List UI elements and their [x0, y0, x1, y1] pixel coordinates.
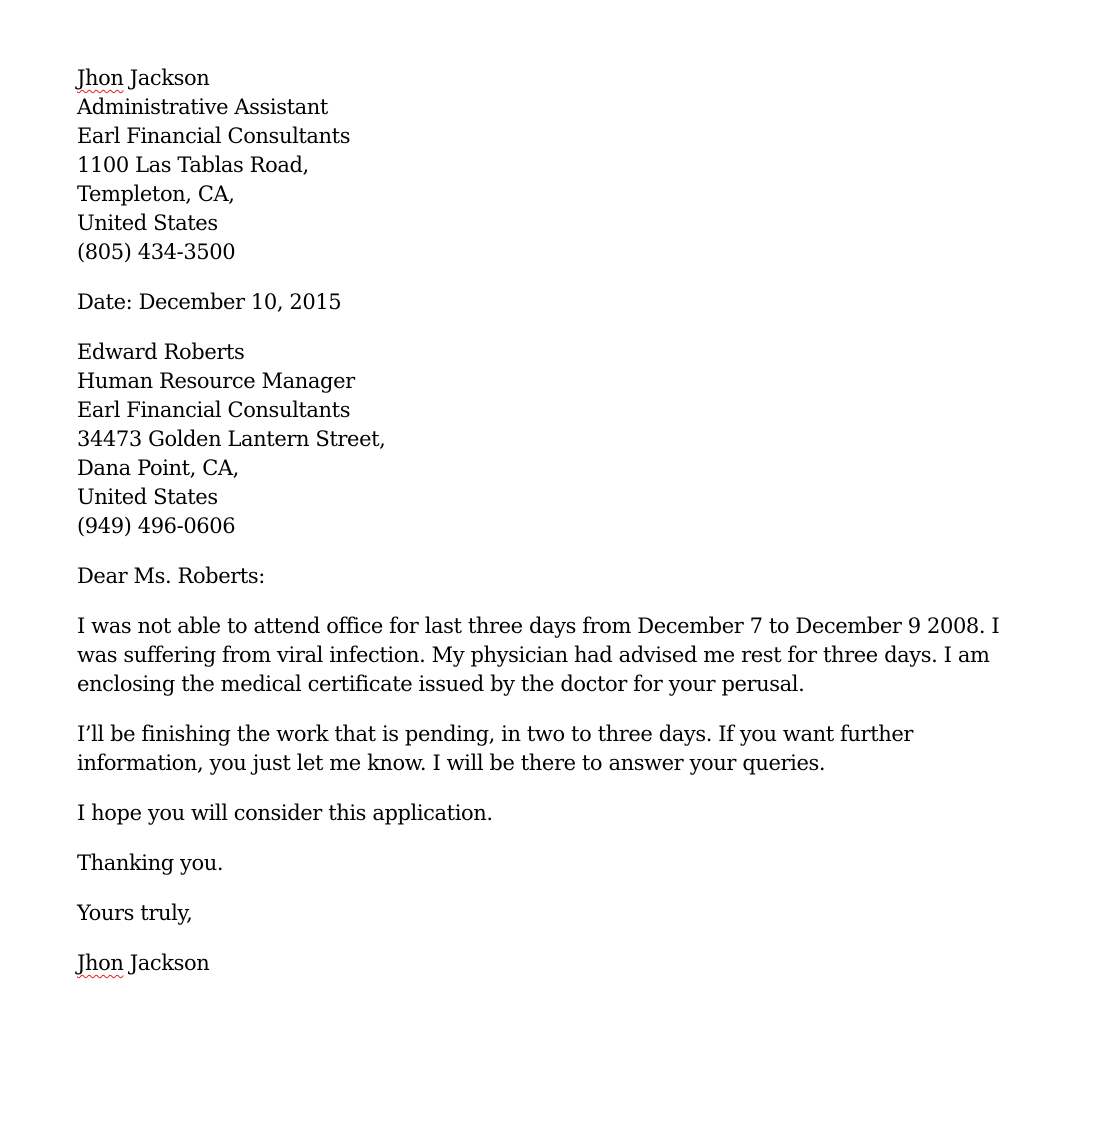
- sender-address-block: [77, 64, 1037, 267]
- salutation-block: [77, 562, 1037, 591]
- recipient-title: Human Resource Manager: [77, 369, 355, 393]
- signature-first-name-misspelled[interactable]: Jhon: [77, 951, 124, 975]
- body-paragraph-2: I’ll be finishing the work that is pending, in two to three days. If you want further information, you just let me know. I will be there to answer your queries.: [77, 722, 914, 775]
- date-block: [77, 288, 1037, 317]
- closing-signoff: Yours truly,: [77, 901, 193, 925]
- letter-date: Date: December 10, 2015: [77, 290, 342, 314]
- sender-first-name-misspelled[interactable]: Jhon: [77, 66, 124, 90]
- sender-name: [77, 64, 1037, 93]
- recipient-address-line1: 34473 Golden Lantern Street,: [77, 427, 386, 451]
- recipient-phone: (949) 496-0606: [77, 514, 236, 538]
- salutation: Dear Ms. Roberts:: [77, 564, 265, 588]
- sender-last-name: Jackson: [123, 66, 210, 90]
- sender-country: United States: [77, 211, 218, 235]
- letter-document: [77, 64, 1037, 999]
- body-paragraph-3: I hope you will consider this application.: [77, 801, 493, 825]
- sender-city-state: Templeton, CA,: [77, 182, 235, 206]
- signoff-block: [77, 899, 1037, 928]
- signature-last-name: Jackson: [123, 951, 210, 975]
- closing-thanks: Thanking you.: [77, 851, 224, 875]
- recipient-company: Earl Financial Consultants: [77, 398, 351, 422]
- sender-title: Administrative Assistant: [77, 95, 328, 119]
- sender-address-line1: 1100 Las Tablas Road,: [77, 153, 309, 177]
- signature-name: [77, 949, 1037, 978]
- recipient-country: United States: [77, 485, 218, 509]
- recipient-city-state: Dana Point, CA,: [77, 456, 239, 480]
- sender-company: Earl Financial Consultants: [77, 124, 351, 148]
- recipient-address-block: [77, 338, 1037, 541]
- thanks-block: [77, 849, 1037, 878]
- recipient-name: Edward Roberts: [77, 340, 245, 364]
- signature-block: [77, 949, 1037, 978]
- sender-phone: (805) 434-3500: [77, 240, 236, 264]
- body-paragraph-1: I was not able to attend office for last three days from December 7 to December 9 2008. I was suffering from viral infection. My physician had advised me rest for three days. I am enclosing the medical certificate issued by the doctor for your perusal.: [77, 614, 1000, 696]
